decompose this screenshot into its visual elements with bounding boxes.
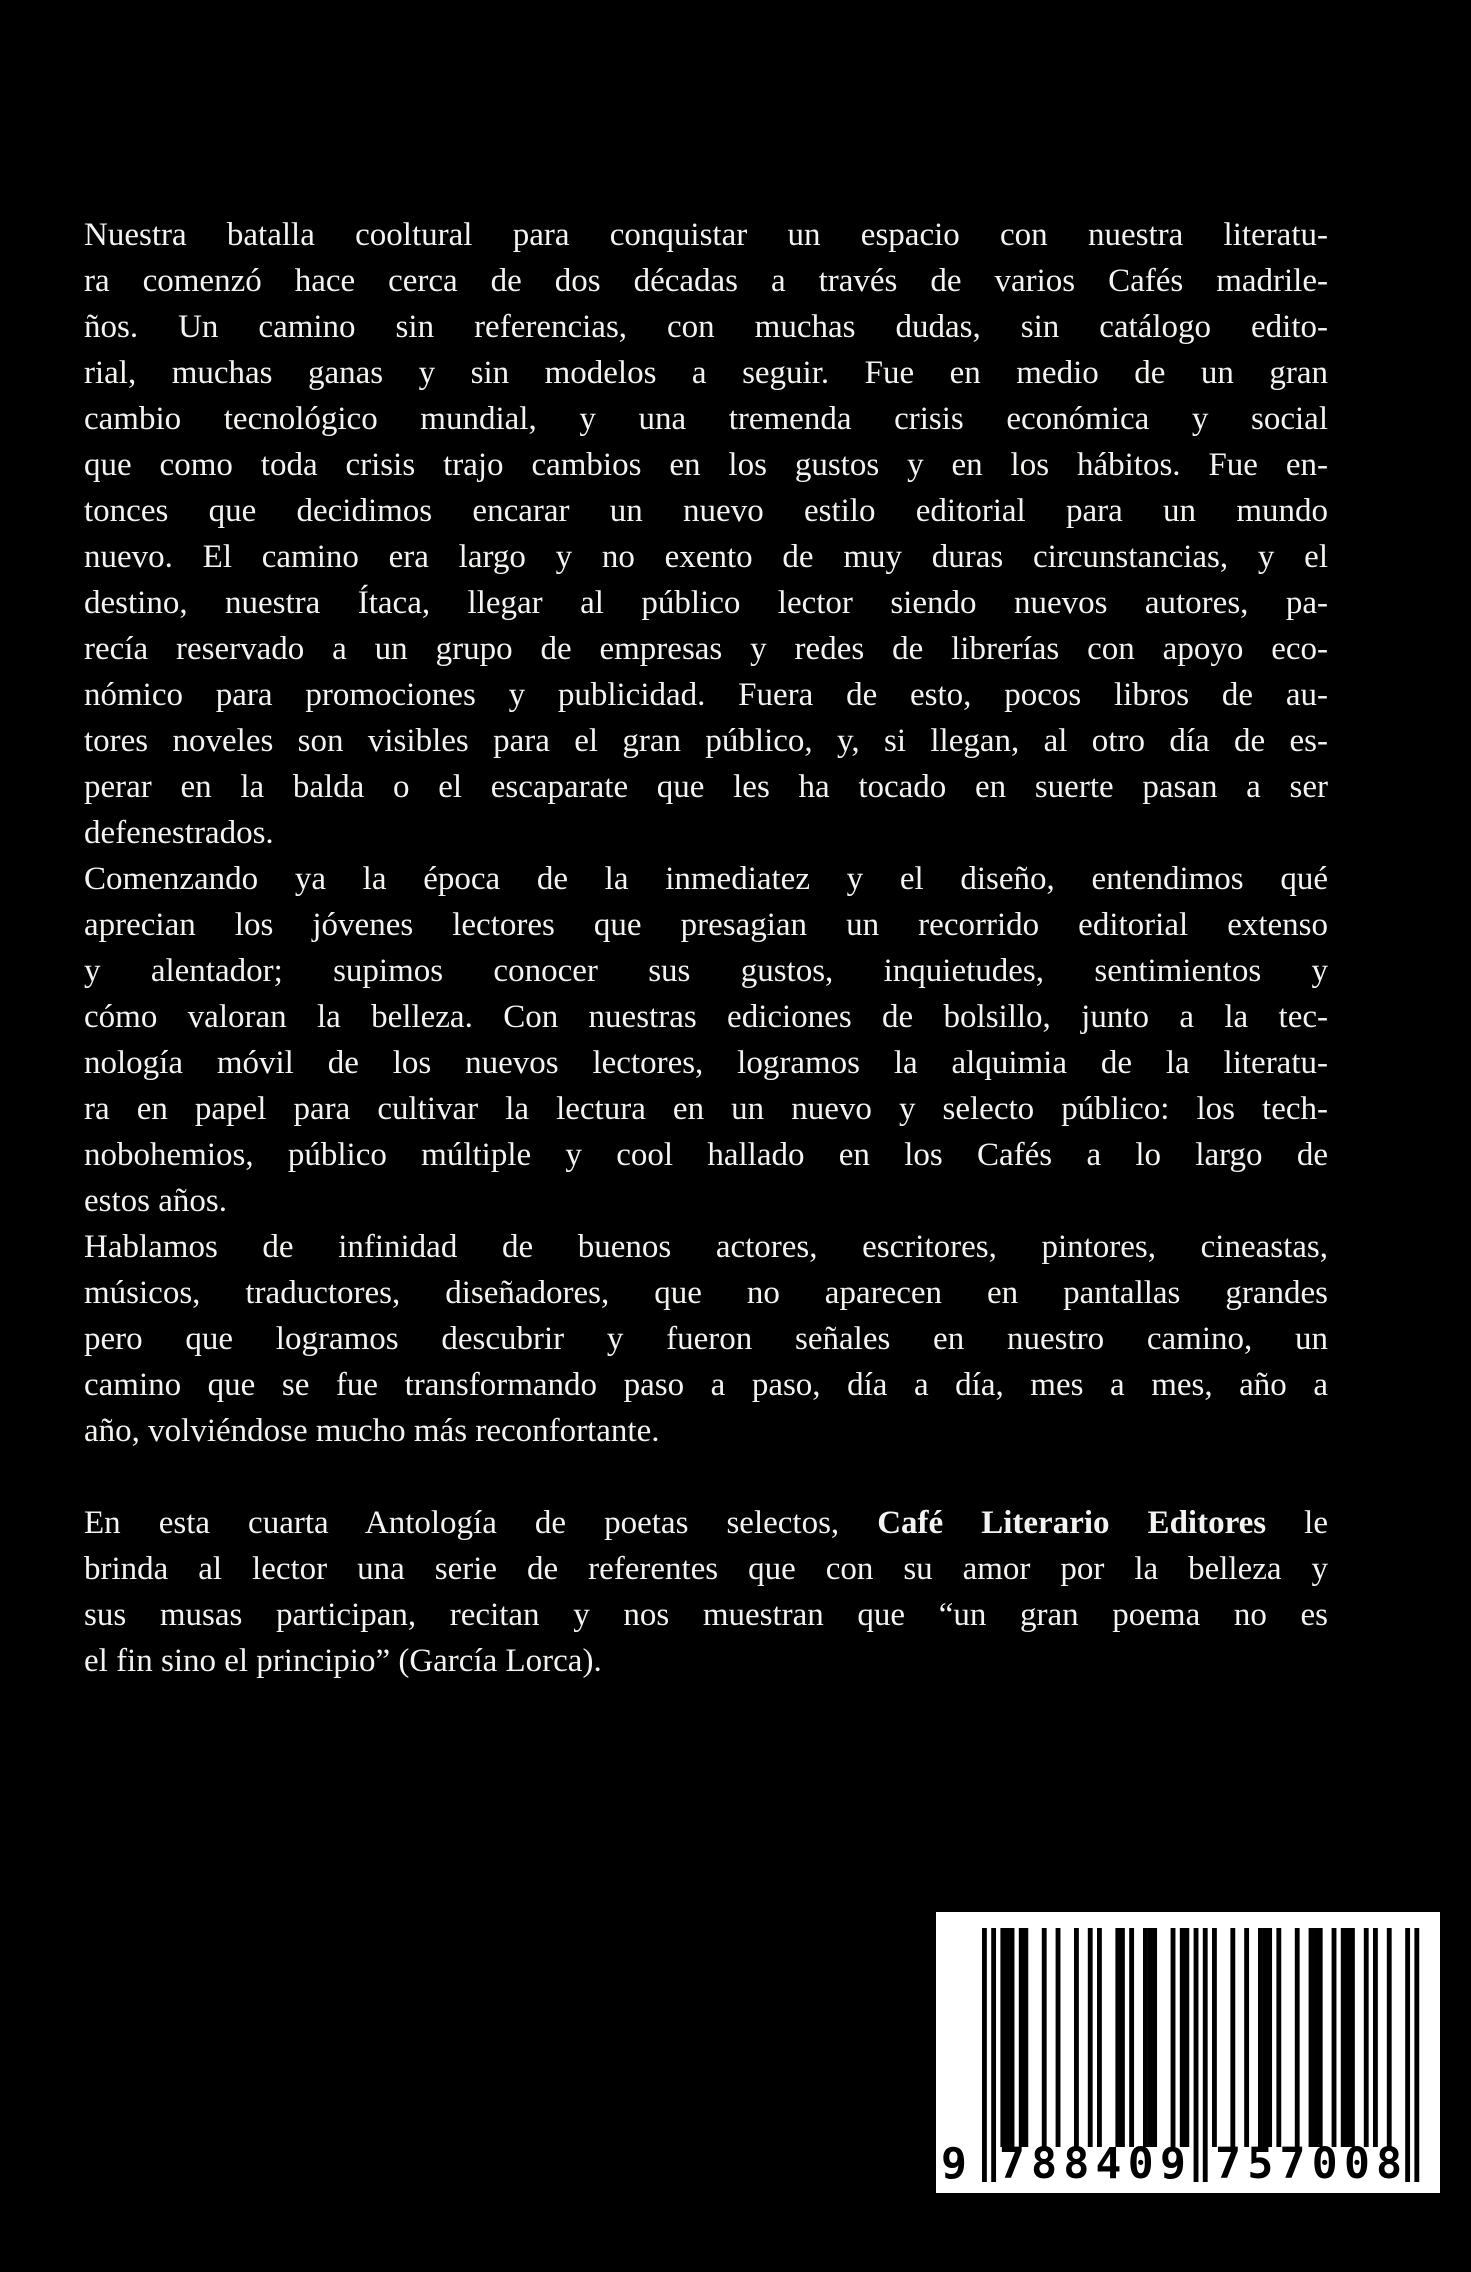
text-line: aprecian los jóvenes lectores que presagian un recorrido editorial extenso [84,907,1328,943]
barcode-bar [1056,1928,1061,2147]
barcode-guard-bar [991,1928,996,2182]
barcode-lead-digit: 9 [941,2139,967,2189]
text-line: estos años. [84,1183,227,1219]
barcode-bar [1120,1928,1125,2147]
text-line: ra comenzó hace cerca de dos décadas a través de varios Cafés madrile- [84,263,1328,299]
barcode-bar [1230,1928,1235,2147]
paragraph [84,1500,1328,1684]
barcode-digit: 4 [1095,2139,1122,2189]
barcode-digit: 5 [1247,2139,1274,2189]
barcode-bar [1143,1928,1148,2147]
text-segment: En esta cuarta Antología de poetas selectos, [84,1505,878,1541]
text-line: camino que se fue transformando paso a paso, día a día, mes a mes, año a [84,1367,1328,1403]
barcode-bar [1313,1928,1318,2147]
text-line: tonces que decidimos encarar un nuevo estilo editorial para un mundo [84,493,1328,529]
barcode-bar [1267,1928,1272,2147]
barcode-bar [1309,1928,1314,2147]
text-line: perar en la balda o el escaparate que les ha tocado en suerte pasan a ser [84,769,1328,805]
publisher-name: Café Literario Editores [877,1505,1267,1541]
barcode-guard-bar [1203,1928,1208,2182]
text-line: Comenzando ya la época de la inmediatez y el diseño, entendimos qué [84,861,1328,897]
barcode-bar [1263,1928,1268,2147]
barcode-bar [1097,1928,1102,2147]
text-line: pero que logramos descubrir y fueron señales en nuestro camino, un [84,1321,1328,1357]
barcode-bar [1258,1928,1263,2147]
paragraph [84,856,1328,1224]
barcode-bar [1244,1928,1249,2147]
text-line: que como toda crisis trajo cambios en los gustos y en los hábitos. Fue en- [84,447,1328,483]
text-line: músicos, traductores, diseñadores, que no aparecen en pantallas grandes [84,1275,1328,1311]
text-line: cómo valoran la belleza. Con nuestras ediciones de bolsillo, junto a la tec- [84,999,1328,1035]
text-line: y alentador; supimos conocer sus gustos, inquietudes, sentimientos y [84,953,1328,989]
barcode-bar [1152,1928,1157,2147]
text-line: nuevo. El camino era largo y no exento de muy duras circunstancias, y el [84,539,1328,575]
barcode-digit: 0 [1343,2139,1370,2189]
blurb-text [84,212,1328,1684]
barcode-digit: 8 [1376,2139,1403,2189]
text-line: ra en papel para cultivar la lectura en un nuevo y selecto público: los tech- [84,1091,1328,1127]
barcode-bar [1010,1928,1015,2147]
barcode-bar [1341,1928,1346,2147]
text-line: rial, muchas ganas y sin modelos a seguir. Fue en medio de un gran [84,355,1328,391]
barcode-bar [1276,1928,1281,2147]
barcode-bar [1364,1928,1369,2147]
barcode-bar [1180,1928,1185,2147]
barcode-bar [1019,1928,1024,2147]
barcode-bar [1005,1928,1010,2147]
text-line: año, volviéndose mucho más reconfortante. [84,1413,660,1449]
barcode-digit: 0 [1127,2139,1154,2189]
paragraph [84,212,1328,856]
barcode-guard-bar [1194,1928,1199,2182]
barcode-digit: 8 [1031,2139,1058,2189]
barcode-bar [1295,1928,1300,2147]
barcode-bar [1074,1928,1079,2147]
text-line: defenestrados. [84,815,274,851]
text-line: cambio tecnológico mundial, y una tremenda crisis económica y social [84,401,1328,437]
text-line: Hablamos de infinidad de buenos actores, escritores, pintores, cineastas, [84,1229,1328,1265]
barcode-digit: 0 [1311,2139,1338,2189]
text-line: nómico para promociones y publicidad. Fuera de esto, pocos libros de au- [84,677,1328,713]
barcode-digit: 9 [1159,2139,1186,2189]
barcode-digit: 7 [998,2139,1025,2189]
text-line: ños. Un camino sin referencias, con muchas dudas, sin catálogo edito- [84,309,1328,345]
barcode-bar [1318,1928,1323,2147]
text-segment: le [1266,1505,1328,1541]
text-line: brinda al lector una serie de referentes que con su amor por la belleza y [84,1551,1328,1587]
barcode-digit: 7 [1215,2139,1242,2189]
barcode-bar [1373,1928,1378,2147]
barcode-bar [1088,1928,1093,2147]
paragraph [84,1224,1328,1454]
barcode [936,1912,1440,2193]
text-line: recía reservado a un grupo de empresas y redes de librerías con apoyo eco- [84,631,1328,667]
barcode-bar [1387,1928,1392,2147]
barcode-guard-bar [1405,1928,1410,2182]
barcode-bar [1171,1928,1176,2147]
text-line: Nuestra batalla cooltural para conquistar un espacio con nuestra literatu- [84,217,1328,253]
barcode-bar [1129,1928,1134,2147]
barcode-bar [1023,1928,1028,2147]
barcode-bar [1332,1928,1337,2147]
text-line: sus musas participan, recitan y nos muestran que “un gran poema no es [84,1597,1328,1633]
barcode-bar [1212,1928,1217,2147]
barcode-bar [1350,1928,1355,2147]
barcode-bar [1345,1928,1350,2147]
barcode-bar [1000,1928,1005,2147]
barcode-bar [1042,1928,1047,2147]
text-line: nología móvil de los nuevos lectores, logramos la alquimia de la literatu- [84,1045,1328,1081]
barcode-digit: 8 [1063,2139,1090,2189]
barcode-bar [1184,1928,1189,2147]
text-line: destino, nuestra Ítaca, llegar al público lector siendo nuevos autores, pa- [84,585,1328,621]
barcode-bar [1115,1928,1120,2147]
text-line: el fin sino el principio” (García Lorca). [84,1643,602,1679]
text-line [84,1500,1328,1546]
text-line: nobohemios, público múltiple y cool hallado en los Cafés a lo largo de [84,1137,1328,1173]
barcode-digit: 7 [1279,2139,1306,2189]
barcode-guard-bar [1414,1928,1419,2182]
text-line: tores noveles son visibles para el gran público, y, si llegan, al otro día de es- [84,723,1328,759]
ean13-barcode [936,1912,1440,2193]
barcode-guard-bar [982,1928,987,2182]
barcode-bar [1148,1928,1153,2147]
